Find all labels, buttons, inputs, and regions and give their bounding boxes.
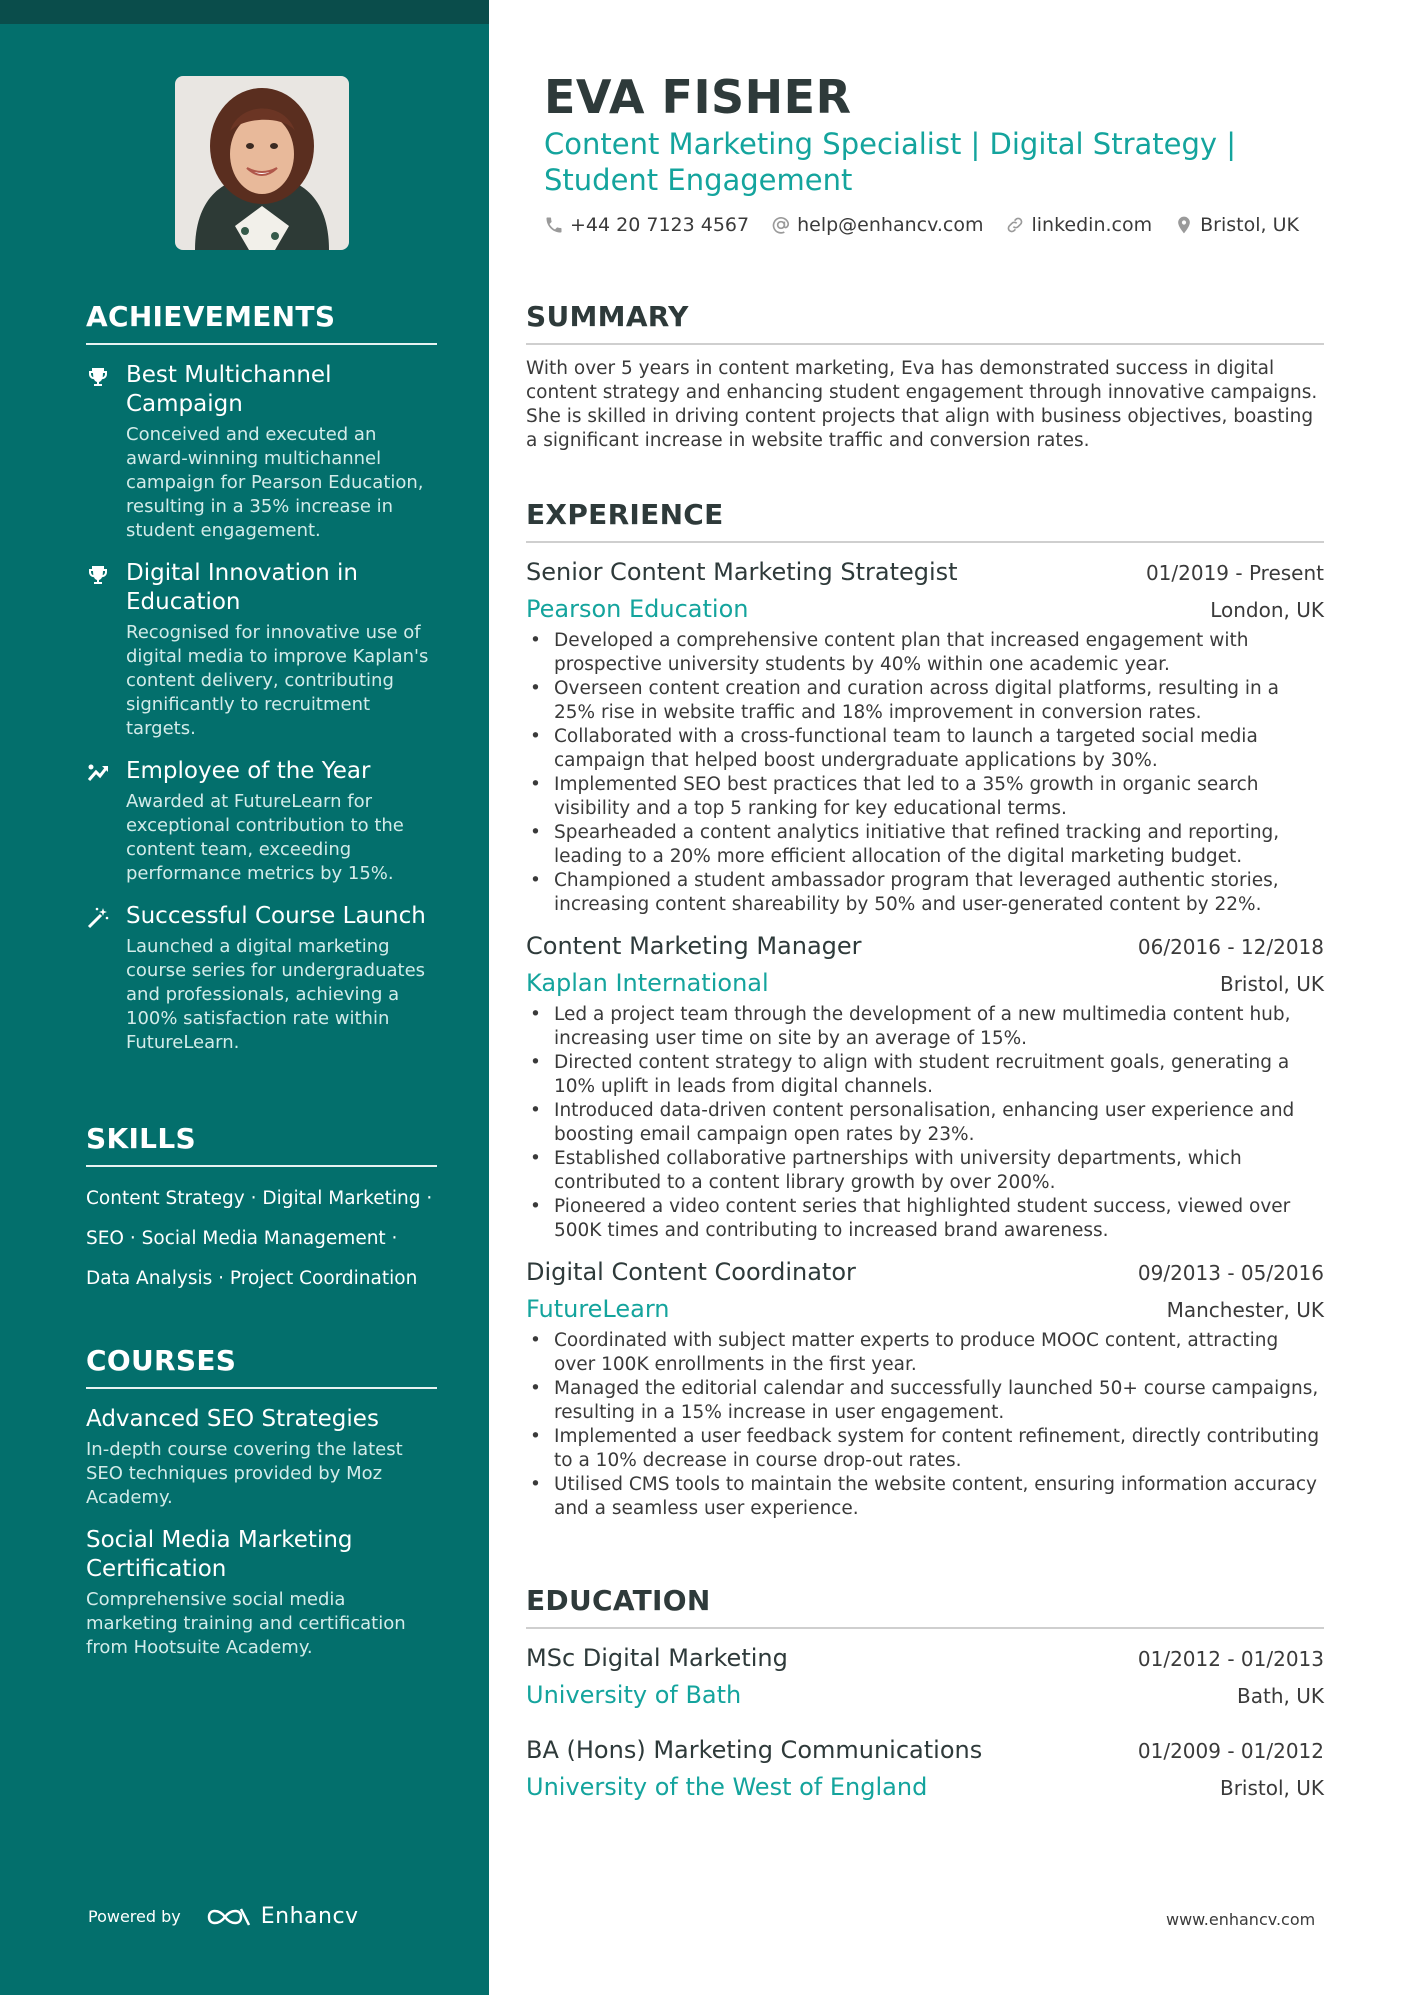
course-title: Advanced SEO Strategies [86,1406,379,1432]
contact-bar [544,214,1321,236]
experience-section [526,498,1324,1521]
powered-by-label: Powered by [88,1907,181,1926]
job-dates: 09/2013 - 05/2016 [1137,1261,1324,1285]
education-school: University of Bath [526,1681,742,1709]
achievement-description: Recognised for innovative use of digital media to improve Kaplan's content delivery, contributing significantly to recruitment targets. [126,622,429,739]
job-bullet: • Managed the editorial calendar and successfully launched 50+ course campaigns, resulting in a 15% increase in user engagement. [554,1377,1324,1425]
job-entry [526,929,1324,1243]
courses-heading: COURSES [86,1344,437,1389]
job-location: Bristol, UK [1219,972,1324,996]
contact-phone[interactable] [544,214,749,236]
job-company: Pearson Education [526,595,749,623]
education-degree: BA (Hons) Marketing Communications [526,1736,983,1764]
candidate-name: EVA FISHER [544,70,852,124]
job-bullet: • Introduced data-driven content personalisation, enhancing user experience and boosting email campaign open rates by 23%. [554,1099,1324,1147]
job-bullet: • Collaborated with a cross-functional team to launch a targeted social media campaign that helped boost undergraduate applications by 30%. [554,725,1324,773]
job-bullets [526,629,1324,917]
job-title: Senior Content Marketing Strategist [526,558,958,586]
achievement-title: Successful Course Launch [126,903,426,929]
education-location: Bristol, UK [1219,1776,1324,1800]
job-location: Manchester, UK [1166,1298,1324,1322]
contact-location [1174,214,1299,236]
achievement-title: Best Multichannel Campaign [126,362,332,417]
skills-section [86,1122,437,1299]
job-bullets [526,1329,1324,1521]
contact-phone-text: +44 20 7123 4567 [570,214,750,236]
trophy-icon [86,563,110,587]
skills-line: SEO · Social Media Management · [86,1228,398,1249]
job-bullet: • Established collaborative partnerships with university departments, which contributed to a content library growth by over 200%. [554,1147,1324,1195]
contact-linkedin-text: linkedin.com [1031,214,1153,236]
achievements-section [86,300,437,1055]
candidate-tagline: Content Marketing Specialist | Digital Strategy | Student Engagement [544,127,1237,197]
contact-email-text: help@enhancv.com [797,214,984,236]
job-title: Digital Content Coordinator [526,1258,856,1286]
job-bullet: • Developed a comprehensive content plan that increased engagement with prospective university students by 40% within one academic year. [554,629,1324,677]
contact-linkedin[interactable] [1005,214,1152,236]
education-entry [526,1733,1324,1807]
sidebar-top-band [0,0,489,24]
job-dates: 01/2019 - Present [1145,561,1324,585]
courses-section [86,1344,437,1660]
education-degree: MSc Digital Marketing [526,1644,788,1672]
job-bullet: • Championed a student ambassador program that leveraged authentic stories, increasing content shareability by 50% and user-generated content by 22%. [554,869,1324,917]
skills-line: Data Analysis · Project Coordination [86,1268,418,1289]
achievement-item [86,559,437,741]
trophy-icon [86,365,110,389]
job-title: Content Marketing Manager [526,932,862,960]
summary-heading: SUMMARY [526,300,1324,345]
magic-wand-icon [86,906,110,930]
job-bullet: • Implemented SEO best practices that led to a 35% growth in organic search visibility and a top 5 ranking for key educational terms. [554,773,1324,821]
education-entry [526,1641,1324,1715]
footer-url[interactable]: www.enhancv.com [1166,1910,1316,1929]
sidebar [0,0,489,1995]
job-bullet: • Implemented a user feedback system for content refinement, directly contributing to a 10% decrease in course drop-out rates. [554,1425,1324,1473]
location-pin-icon [1174,215,1194,235]
achievements-heading: ACHIEVEMENTS [86,300,437,345]
achievement-description: Conceived and executed an award-winning multichannel campaign for Pearson Education, resulting in a 35% increase in student engagement. [126,424,424,541]
job-bullet: • Led a project team through the development of a new multimedia content hub, increasing user time on site by an average of 15%. [554,1003,1324,1051]
achievement-item [86,361,437,543]
education-dates: 01/2012 - 01/2013 [1137,1647,1324,1671]
contact-email[interactable] [771,214,983,236]
job-bullet: • Directed content strategy to align with student recruitment goals, generating a 10% uplift in leads from digital channels. [554,1051,1324,1099]
job-company: Kaplan International [526,969,769,997]
summary-text: With over 5 years in content marketing, Eva has demonstrated success in digital content strategy and enhancing student engagement through innovative campaigns. She is skilled in driving content projects that align with business objectives, boasting a significant increase in website traffic and conversion rates. [526,358,1318,451]
skills-heading: SKILLS [86,1122,437,1167]
education-heading: EDUCATION [526,1584,1324,1629]
contact-location-text: Bristol, UK [1200,214,1299,236]
at-icon [771,215,791,235]
growth-icon [86,761,110,785]
education-dates: 01/2009 - 01/2012 [1137,1739,1324,1763]
course-description: In-depth course covering the latest SEO techniques provided by Moz Academy. [86,1439,403,1508]
education-location: Bath, UK [1237,1684,1324,1708]
course-title: Social Media Marketing Certification [86,1527,353,1582]
enhancv-logo-text: Enhancv [260,1904,359,1929]
job-bullet: • Utilised CMS tools to maintain the website content, ensuring information accuracy and a seamless user experience. [554,1473,1324,1521]
profile-photo [175,76,349,250]
achievement-item [86,757,437,886]
job-dates: 06/2016 - 12/2018 [1137,935,1324,959]
link-icon [1005,215,1025,235]
job-location: London, UK [1210,598,1324,622]
enhancv-logo-icon [205,1905,253,1929]
course-description: Comprehensive social media marketing training and certification from Hootsuite Academy. [86,1589,406,1658]
powered-by [88,1904,359,1929]
achievement-title: Employee of the Year [126,758,371,784]
job-company: FutureLearn [526,1295,670,1323]
enhancv-logo[interactable] [205,1904,359,1929]
experience-heading: EXPERIENCE [526,498,1324,543]
job-entry [526,555,1324,917]
education-school: University of the West of England [526,1773,928,1801]
skills-line: Content Strategy · Digital Marketing · [86,1188,433,1209]
job-entry [526,1255,1324,1521]
job-bullet: • Overseen content creation and curation across digital platforms, resulting in a 25% rise in website traffic and 18% improvement in conversion rates. [554,677,1324,725]
summary-section [526,300,1324,453]
achievement-title: Digital Innovation in Education [126,560,358,615]
phone-icon [544,215,564,235]
achievement-description: Awarded at FutureLearn for exceptional contribution to the content team, exceeding performance metrics by 15%. [126,791,404,884]
achievement-description: Launched a digital marketing course series for undergraduates and professionals, achieving a 100% satisfaction rate within FutureLearn. [126,936,426,1053]
job-bullet: • Pioneered a video content series that highlighted student success, viewed over 500K times and contributing to increased brand awareness. [554,1195,1324,1243]
achievement-item [86,902,437,1055]
course-item [86,1405,437,1510]
skills-list [86,1179,437,1299]
course-item [86,1526,437,1660]
job-bullet: • Spearheaded a content analytics initiative that refined tracking and reporting, leading to a 20% more efficient allocation of the digital marketing budget. [554,821,1324,869]
job-bullets [526,1003,1324,1243]
job-bullet: • Coordinated with subject matter experts to produce MOOC content, attracting over 100K enrollments in the first year. [554,1329,1324,1377]
education-section [526,1584,1324,1807]
